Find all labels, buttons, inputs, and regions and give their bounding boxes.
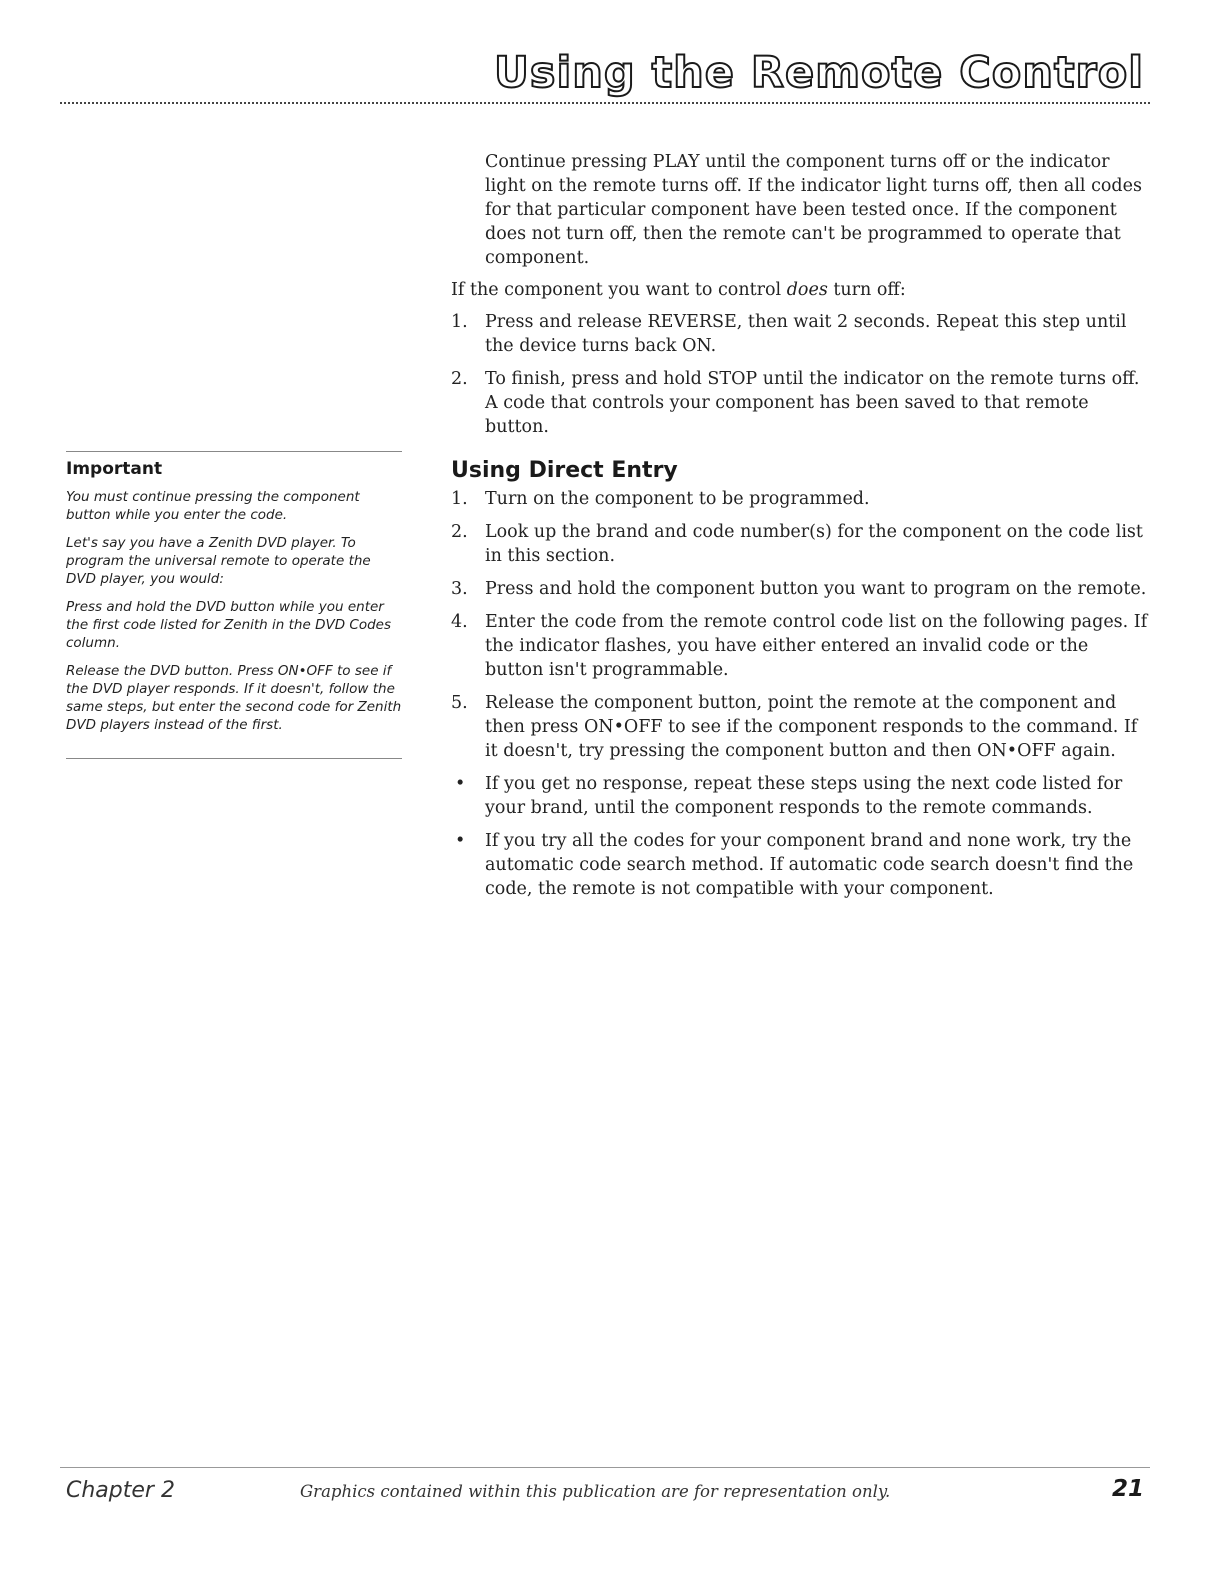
important-sidebar: [66, 451, 402, 759]
sidebar-paragraph: Let's say you have a Zenith DVD player. To program the universal remote to operate the DVD player, you would:: [66, 535, 371, 587]
footer-note: Graphics contained within this publication are for representation only.: [300, 1482, 891, 1501]
direct-step: [451, 610, 1151, 682]
direct-step: [451, 487, 1151, 511]
step-text: Release the component button, point the remote at the component and then press ON•OFF to see if the component responds to the command. If it doesn't, try pressing the component button and then ON•OFF again.: [485, 693, 1138, 761]
does-lead-emphasis: does: [786, 280, 828, 300]
step-text: Press and release REVERSE, then wait 2 seconds. Repeat this step until the device turns back ON.: [485, 312, 1127, 356]
bullet-item: [451, 772, 1151, 820]
continue-paragraph: Continue pressing PLAY until the component turns off or the indicator light on the remote turns off. If the indicator light turns off, then all codes for that particular component have been tested once. If the component does not turn off, then the remote can't be programmed to operate that component.: [485, 152, 1142, 268]
direct-step: [451, 520, 1151, 568]
main-content: [451, 150, 1151, 910]
step-text: Turn on the component to be programmed.: [485, 489, 870, 509]
step-number: 5.: [451, 693, 468, 713]
bullet-text: If you try all the codes for your component brand and none work, try the automatic code search method. If automatic code search doesn't find the code, the remote is not compatible with your component.: [485, 831, 1134, 899]
page-title: Using the Remote Control: [494, 48, 1144, 98]
bullet-item: [451, 829, 1151, 901]
bullet-icon: •: [455, 831, 466, 851]
direct-step: [451, 691, 1151, 763]
does-step: [451, 310, 1151, 358]
does-lead-before: If the component you want to control: [451, 280, 787, 300]
does-lead-after: turn off:: [827, 280, 906, 300]
sidebar-paragraph: Release the DVD button. Press ON•OFF to see if the DVD player responds. If it doesn't, follow the same steps, but enter the second code for Zenith DVD players instead of the first.: [66, 663, 402, 733]
sidebar-paragraph: You must continue pressing the component button while you enter the code.: [66, 489, 360, 523]
does-step: [451, 367, 1151, 439]
does-turn-off-lead: [451, 278, 1151, 302]
bullet-icon: •: [455, 774, 466, 794]
direct-entry-heading: Using Direct Entry: [451, 458, 678, 483]
step-text: Enter the code from the remote control code list on the following pages. If the indicator flashes, you have either entered an invalid code or the button isn't programmable.: [485, 612, 1148, 680]
page-number: 21: [1111, 1476, 1144, 1502]
footer-chapter: Chapter 2: [66, 1478, 175, 1503]
sidebar-heading: Important: [66, 459, 163, 479]
sidebar-paragraph: Press and hold the DVD button while you enter the first code listed for Zenith in the DVD Codes column.: [66, 599, 391, 651]
step-number: 2.: [451, 369, 468, 389]
step-number: 2.: [451, 522, 468, 542]
bullet-text: If you get no response, repeat these steps using the next code listed for your brand, until the component responds to the remote commands.: [485, 774, 1123, 818]
step-text: Press and hold the component button you want to program on the remote.: [485, 579, 1147, 599]
title-divider: [60, 102, 1150, 104]
footer-divider: [60, 1467, 1150, 1468]
step-number: 4.: [451, 612, 468, 632]
step-number: 1.: [451, 312, 468, 332]
step-text: To finish, press and hold STOP until the indicator on the remote turns off. A code that controls your component has been saved to that remote button.: [485, 369, 1140, 437]
step-number: 3.: [451, 579, 468, 599]
step-text: Look up the brand and code number(s) for the component on the code list in this section.: [485, 522, 1143, 566]
step-number: 1.: [451, 489, 468, 509]
direct-step: [451, 577, 1151, 601]
